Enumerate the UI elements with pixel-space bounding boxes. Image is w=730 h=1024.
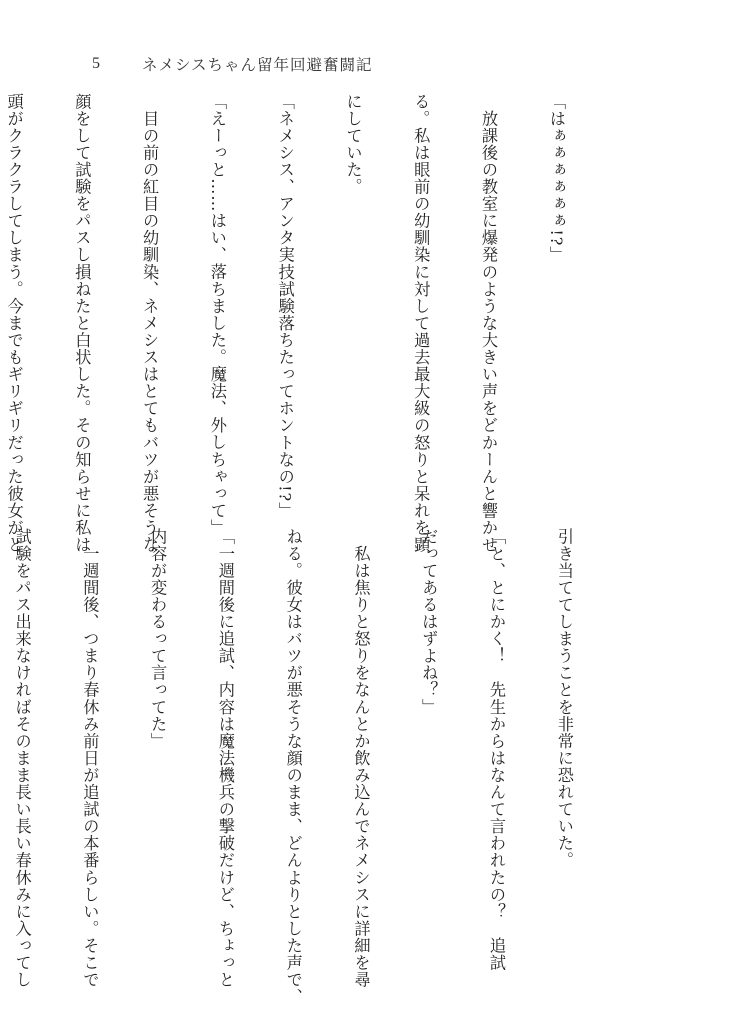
text-line: 「はぁぁぁぁぁぁ!?」 bbox=[546, 93, 566, 264]
text-line: 顔をして試験をパスし損ねたと白状した。その知らせに私は bbox=[72, 93, 92, 554]
text-line: 「ネメシス、アンタ実技試験落ちたってホントなの!?」 bbox=[275, 93, 295, 520]
text-line: 「と、とにかく！ 先生からはなんて言われたの？ 追試 bbox=[487, 528, 507, 972]
text-line: る。私は眼前の幼馴染に対して過去最大級の怒りと呆れを顕 bbox=[411, 93, 431, 554]
text-line: ねる。彼女はバツが悪そうな顔のまま、どんよりとした声で、 bbox=[283, 528, 303, 1006]
running-title: ネメシスちゃん留年回避奮闘記 bbox=[142, 56, 373, 74]
text-line: 私は焦りと怒りをなんとか飲み込んでネメシスに詳細を尋 bbox=[351, 528, 371, 989]
page-header bbox=[92, 52, 373, 76]
text-line: 頭がクラクラしてしまう。今までもギリギリだった彼女がと bbox=[4, 93, 24, 554]
text-line: だってあるはずよね？」 bbox=[419, 528, 439, 716]
text-line: 目の前の紅目の幼馴染、ネメシスはとてもバツが悪そうな bbox=[140, 93, 160, 554]
text-line: 放課後の教室に爆発のような大きい声をどかーんと響かせ bbox=[479, 93, 499, 554]
text-line: 内容が変わるって言ってた」 bbox=[148, 528, 168, 750]
text-block-upper bbox=[0, 93, 612, 554]
text-line: 試験をパス出来なければそのまま長い長い春休みに入ってし bbox=[12, 528, 32, 989]
text-line: 一週間後、つまり春休み前日が追試の本番らしい。そこで bbox=[80, 528, 100, 989]
page-number: 5 bbox=[92, 55, 100, 72]
text-line: 「えーっと……はい、落ちました。魔法、外しちゃって」 bbox=[207, 93, 227, 537]
text-block-lower bbox=[0, 528, 620, 1006]
text-line: 引き当ててしまうことを非常に恐れていた。 bbox=[554, 528, 574, 869]
text-line: にしていた。 bbox=[343, 93, 363, 196]
text-line: 「一週間後に追試、内容は魔法機兵の撃破だけど、ちょっと bbox=[215, 528, 235, 989]
